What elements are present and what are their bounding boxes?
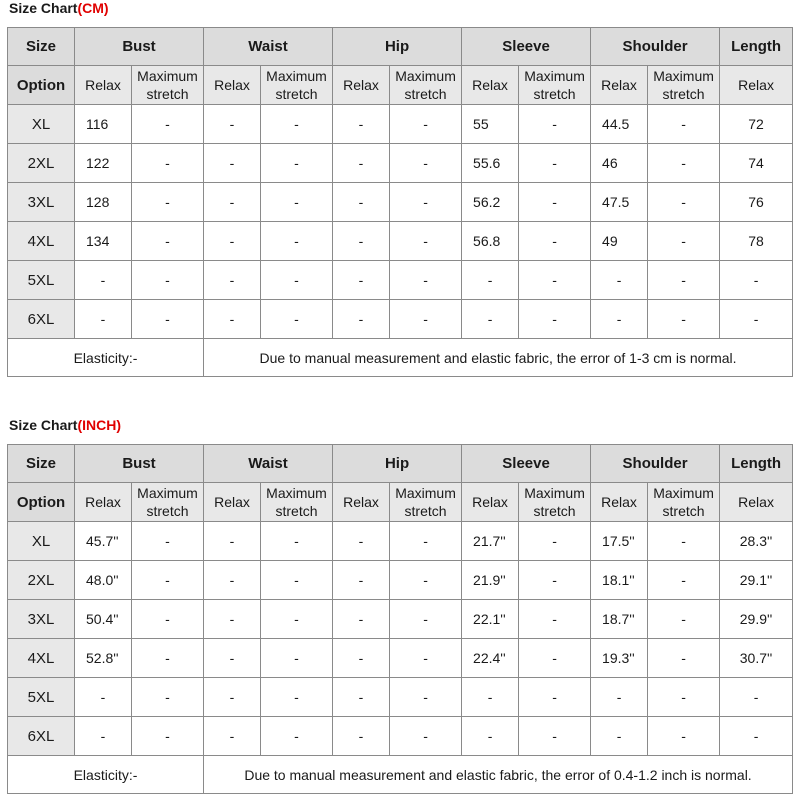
measurement-cell: - [261,600,333,639]
measurement-cell: - [519,639,591,678]
group-header: Shoulder [591,445,720,483]
measurement-cell: - [261,561,333,600]
measurement-cell: - [390,522,462,561]
measurement-cell: - [648,300,720,339]
measurement-cell: 28.3'' [720,522,793,561]
measurement-cell: - [261,522,333,561]
measurement-cell: - [519,717,591,756]
measurement-cell: - [132,222,204,261]
measurement-cell: 116 [75,105,132,144]
measurement-cell: 44.5 [591,105,648,144]
measurement-cell: - [132,600,204,639]
measurement-cell: - [591,678,648,717]
group-header: Bust [75,445,204,483]
measurement-cell: - [720,300,793,339]
measurement-cell: - [648,522,720,561]
measurement-cell: - [75,678,132,717]
measurement-cell: 72 [720,105,793,144]
measurement-cell: - [204,561,261,600]
measurement-cell: - [648,561,720,600]
subheader-relax: Relax [720,483,793,522]
size-cell: 4XL [8,222,75,261]
measurement-cell: - [204,600,261,639]
measurement-cell: 52.8'' [75,639,132,678]
measurement-cell: - [132,522,204,561]
measurement-cell: 78 [720,222,793,261]
subheader-max-stretch: Maximum stretch [261,66,333,105]
size-cell: 6XL [8,717,75,756]
subheader-max-stretch: Maximum stretch [390,66,462,105]
measurement-cell: - [519,561,591,600]
size-header: Size [8,28,75,66]
subheader-max-stretch: Maximum stretch [648,483,720,522]
note-row [8,756,793,794]
group-header: Sleeve [462,445,591,483]
size-cell: 3XL [8,183,75,222]
header-row-subcols [8,66,793,105]
measurement-cell: 29.1'' [720,561,793,600]
size-row [8,678,793,717]
measurement-cell: 50.4'' [75,600,132,639]
measurement-cell: - [720,678,793,717]
note-row [8,339,793,377]
subheader-relax: Relax [462,483,519,522]
measurement-cell: - [519,105,591,144]
measurement-cell: 55 [462,105,519,144]
measurement-cell: - [648,144,720,183]
chart-title-text: Size Chart [9,0,78,16]
group-header: Bust [75,28,204,66]
measurement-cell: - [132,717,204,756]
size-cell: XL [8,105,75,144]
measurement-cell: - [132,639,204,678]
measurement-cell: - [261,717,333,756]
size-table-inch [7,444,793,794]
chart-unit-cm: (CM) [77,0,109,16]
measurement-cell: - [333,261,390,300]
measurement-cell: - [333,600,390,639]
measurement-cell: - [204,222,261,261]
measurement-cell: 56.8 [462,222,519,261]
subheader-relax: Relax [333,66,390,105]
measurement-note: Due to manual measurement and elastic fabric, the error of 1-3 cm is normal. [204,339,793,377]
measurement-cell: - [390,144,462,183]
size-row [8,144,793,183]
subheader-relax: Relax [75,66,132,105]
header-row-subcols [8,483,793,522]
measurement-cell: 47.5 [591,183,648,222]
measurement-cell: 30.7'' [720,639,793,678]
measurement-cell: - [720,261,793,300]
measurement-cell: - [648,222,720,261]
size-row [8,600,793,639]
size-row [8,222,793,261]
chart-title-inch [9,417,121,433]
header-row-groups [8,445,793,483]
measurement-cell: - [720,717,793,756]
measurement-cell: - [261,639,333,678]
measurement-cell: - [648,183,720,222]
size-cell: 2XL [8,144,75,183]
measurement-cell: - [519,678,591,717]
measurement-cell: 45.7'' [75,522,132,561]
measurement-cell: - [333,183,390,222]
measurement-cell: - [333,678,390,717]
option-header: Option [8,66,75,105]
size-cell: 4XL [8,639,75,678]
measurement-cell: - [261,678,333,717]
measurement-cell: - [204,144,261,183]
measurement-cell: - [333,222,390,261]
measurement-cell: - [333,639,390,678]
measurement-cell: 48.0'' [75,561,132,600]
measurement-cell: 29.9'' [720,600,793,639]
size-cell: 3XL [8,600,75,639]
measurement-cell: - [333,522,390,561]
subheader-relax: Relax [720,66,793,105]
measurement-cell: - [132,144,204,183]
measurement-cell: - [390,561,462,600]
measurement-cell: - [75,261,132,300]
measurement-cell: - [390,183,462,222]
elasticity-label: Elasticity:- [8,339,204,377]
chart-unit-inch: (INCH) [77,417,122,433]
measurement-cell: 49 [591,222,648,261]
measurement-cell: 21.7'' [462,522,519,561]
measurement-cell: - [204,105,261,144]
size-cell: 5XL [8,261,75,300]
measurement-cell: - [132,183,204,222]
option-header: Option [8,483,75,522]
size-row [8,183,793,222]
measurement-cell: - [132,561,204,600]
size-cell: 6XL [8,300,75,339]
measurement-cell: 17.5'' [591,522,648,561]
measurement-cell: 134 [75,222,132,261]
subheader-max-stretch: Maximum stretch [261,483,333,522]
subheader-max-stretch: Maximum stretch [390,483,462,522]
measurement-cell: - [390,639,462,678]
measurement-cell: - [261,183,333,222]
size-cell: 5XL [8,678,75,717]
measurement-cell: - [648,717,720,756]
measurement-cell: 128 [75,183,132,222]
measurement-cell: - [648,678,720,717]
measurement-cell: - [462,261,519,300]
size-header: Size [8,445,75,483]
measurement-cell: 122 [75,144,132,183]
group-header: Shoulder [591,28,720,66]
subheader-max-stretch: Maximum stretch [648,66,720,105]
subheader-max-stretch: Maximum stretch [519,66,591,105]
subheader-max-stretch: Maximum stretch [132,66,204,105]
subheader-relax: Relax [75,483,132,522]
measurement-cell: - [204,678,261,717]
measurement-cell: 22.1'' [462,600,519,639]
measurement-cell: - [648,105,720,144]
subheader-relax: Relax [333,483,390,522]
measurement-cell: - [591,300,648,339]
subheader-relax: Relax [591,483,648,522]
measurement-cell: - [204,261,261,300]
measurement-cell: - [75,717,132,756]
measurement-cell: 55.6 [462,144,519,183]
measurement-cell: 18.1'' [591,561,648,600]
measurement-cell: - [648,639,720,678]
subheader-relax: Relax [591,66,648,105]
measurement-cell: - [333,105,390,144]
size-cell: XL [8,522,75,561]
size-row [8,717,793,756]
measurement-note: Due to manual measurement and elastic fabric, the error of 0.4-1.2 inch is normal. [204,756,793,794]
subheader-max-stretch: Maximum stretch [519,483,591,522]
size-row [8,105,793,144]
measurement-cell: - [462,678,519,717]
measurement-cell: - [261,222,333,261]
measurement-cell: - [390,261,462,300]
measurement-cell: 22.4'' [462,639,519,678]
chart-title-cm [9,0,109,16]
measurement-cell: - [333,561,390,600]
elasticity-label: Elasticity:- [8,756,204,794]
measurement-cell: - [591,717,648,756]
subheader-relax: Relax [204,483,261,522]
size-cell: 2XL [8,561,75,600]
group-header: Length [720,445,793,483]
measurement-cell: - [519,183,591,222]
measurement-cell: 18.7'' [591,600,648,639]
group-header: Length [720,28,793,66]
measurement-cell: - [519,522,591,561]
measurement-cell: - [519,600,591,639]
subheader-max-stretch: Maximum stretch [132,483,204,522]
measurement-cell: - [261,105,333,144]
measurement-cell: - [261,261,333,300]
chart-title-text: Size Chart [9,417,78,433]
measurement-cell: - [75,300,132,339]
measurement-cell: - [390,717,462,756]
measurement-cell: - [519,222,591,261]
measurement-cell: - [390,300,462,339]
measurement-cell: 19.3'' [591,639,648,678]
group-header: Sleeve [462,28,591,66]
measurement-cell: - [519,144,591,183]
measurement-cell: - [132,300,204,339]
size-row [8,300,793,339]
measurement-cell: - [462,717,519,756]
header-row-groups [8,28,793,66]
subheader-relax: Relax [204,66,261,105]
measurement-cell: 76 [720,183,793,222]
size-row [8,522,793,561]
measurement-cell: - [132,678,204,717]
measurement-cell: - [462,300,519,339]
measurement-cell: - [204,522,261,561]
measurement-cell: - [204,183,261,222]
measurement-cell: - [519,300,591,339]
measurement-cell: - [333,717,390,756]
subheader-relax: Relax [462,66,519,105]
measurement-cell: - [648,261,720,300]
measurement-cell: - [204,717,261,756]
measurement-cell: - [519,261,591,300]
measurement-cell: 74 [720,144,793,183]
group-header: Hip [333,445,462,483]
measurement-cell: - [390,600,462,639]
measurement-cell: - [132,261,204,300]
measurement-cell: - [204,300,261,339]
measurement-cell: - [648,600,720,639]
group-header: Hip [333,28,462,66]
measurement-cell: - [390,105,462,144]
measurement-cell: - [261,144,333,183]
measurement-cell: - [132,105,204,144]
size-row [8,639,793,678]
measurement-cell: - [591,261,648,300]
measurement-cell: - [390,678,462,717]
measurement-cell: 56.2 [462,183,519,222]
measurement-cell: 46 [591,144,648,183]
measurement-cell: - [261,300,333,339]
measurement-cell: - [333,144,390,183]
size-row [8,261,793,300]
group-header: Waist [204,28,333,66]
measurement-cell: - [204,639,261,678]
group-header: Waist [204,445,333,483]
measurement-cell: 21.9'' [462,561,519,600]
measurement-cell: - [333,300,390,339]
size-table-cm [7,27,793,377]
measurement-cell: - [390,222,462,261]
size-row [8,561,793,600]
